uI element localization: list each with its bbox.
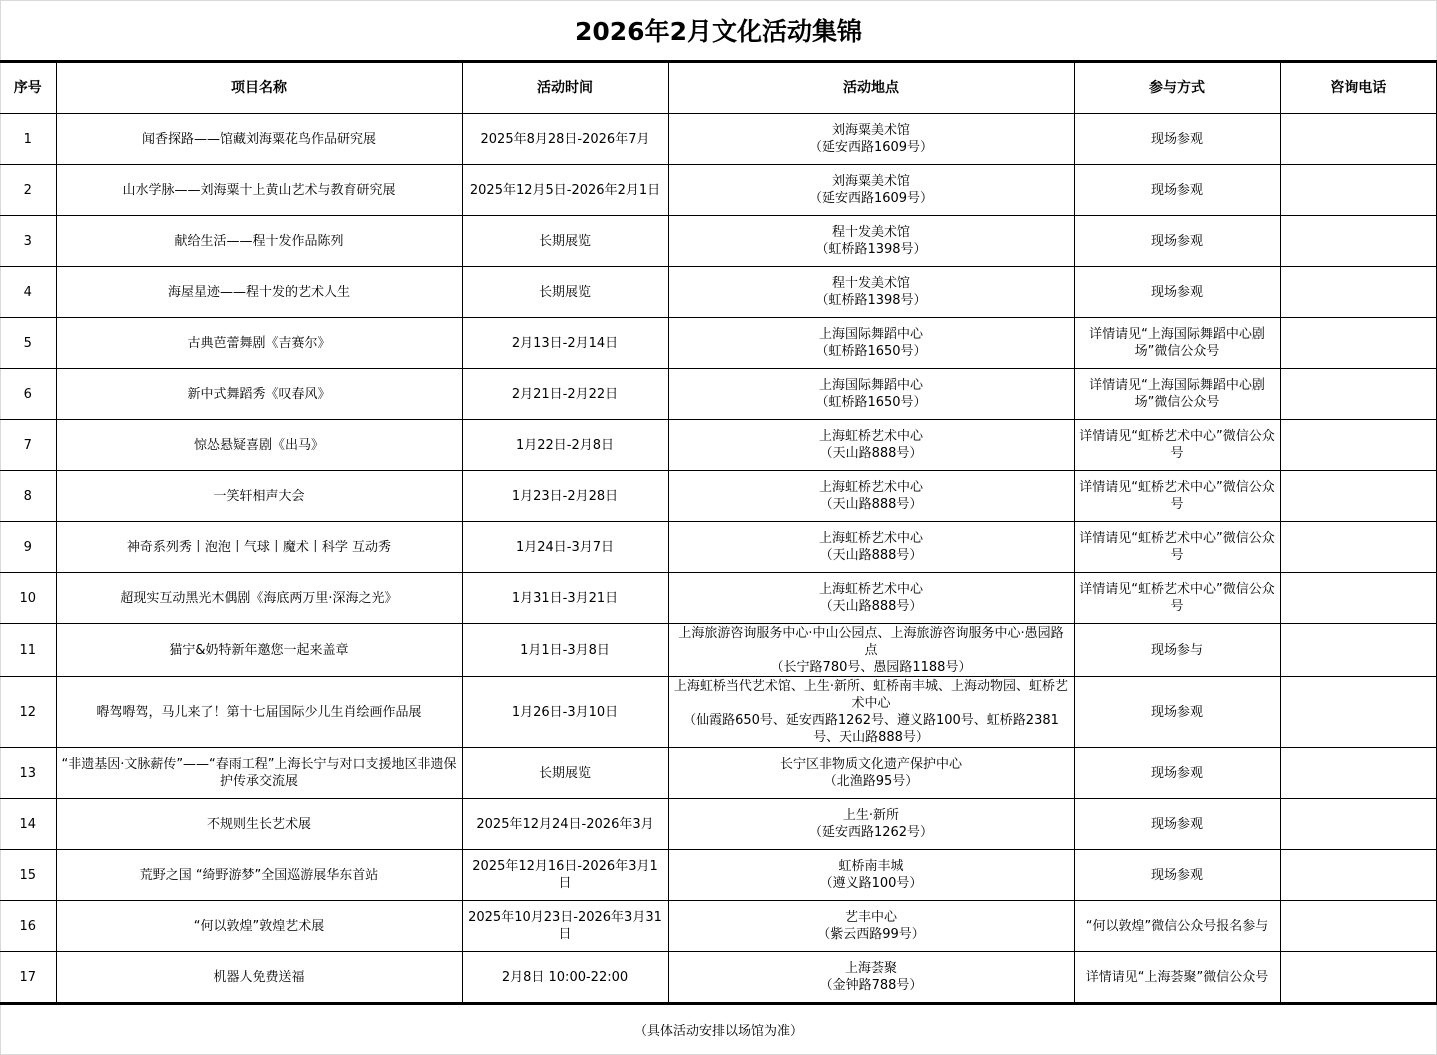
cell-time: 长期展览 xyxy=(462,748,668,799)
cell-name: 海屋星迹——程十发的艺术人生 xyxy=(56,267,462,318)
cell-phone xyxy=(1280,114,1437,165)
venue-address: （延安西路1609号） xyxy=(808,191,934,206)
cell-name: 荒野之国 “绮野游梦”全国巡游展华东首站 xyxy=(56,850,462,901)
cell-no: 2 xyxy=(0,165,56,216)
table-row xyxy=(0,267,1437,318)
cell-method: 现场参观 xyxy=(1074,677,1280,748)
venue-address: （仙霞路650号、延安西路1262号、遵义路100号、虹桥路2381号、天山路888号） xyxy=(683,713,1059,745)
table-row xyxy=(0,114,1437,165)
cell-time: 长期展览 xyxy=(462,267,668,318)
cell-method: 现场参与 xyxy=(1074,624,1280,677)
cell-time: 2月8日 10:00-22:00 xyxy=(462,952,668,1004)
column-header-name: 项目名称 xyxy=(56,62,462,114)
cell-time: 1月23日-2月28日 xyxy=(462,471,668,522)
table-row xyxy=(0,573,1437,624)
venue-name: 程十发美术馆 xyxy=(831,225,910,240)
venue-address: （虹桥路1650号） xyxy=(815,395,927,410)
cell-name: 闻香探路——馆藏刘海粟花鸟作品研究展 xyxy=(56,114,462,165)
cell-phone xyxy=(1280,420,1437,471)
table-row xyxy=(0,624,1437,677)
cell-phone xyxy=(1280,165,1437,216)
venue-name: 上海国际舞蹈中心 xyxy=(818,378,923,393)
cell-method: 现场参观 xyxy=(1074,850,1280,901)
cell-no: 16 xyxy=(0,901,56,952)
cell-method: 详情请见“虹桥艺术中心”微信公众号 xyxy=(1074,573,1280,624)
cell-phone xyxy=(1280,624,1437,677)
cell-time: 1月26日-3月10日 xyxy=(462,677,668,748)
column-header-phone: 咨询电话 xyxy=(1280,62,1437,114)
cell-phone xyxy=(1280,952,1437,1004)
cell-venue xyxy=(668,114,1074,165)
cell-venue xyxy=(668,522,1074,573)
cell-phone xyxy=(1280,901,1437,952)
cell-method: 详情请见“上海国际舞蹈中心剧场”微信公众号 xyxy=(1074,318,1280,369)
cell-name: 新中式舞蹈秀《叹春风》 xyxy=(56,369,462,420)
cell-name: 机器人免费送福 xyxy=(56,952,462,1004)
cell-venue xyxy=(668,799,1074,850)
venue-address: （虹桥路1398号） xyxy=(815,242,927,257)
cell-name: “何以敦煌”敦煌艺术展 xyxy=(56,901,462,952)
cell-name: 超现实互动黑光木偶剧《海底两万里·深海之光》 xyxy=(56,573,462,624)
cell-no: 8 xyxy=(0,471,56,522)
table-row xyxy=(0,318,1437,369)
cell-method: “何以敦煌”微信公众号报名参与 xyxy=(1074,901,1280,952)
column-header-time: 活动时间 xyxy=(462,62,668,114)
cell-venue xyxy=(668,471,1074,522)
table-row xyxy=(0,471,1437,522)
cell-name: 古典芭蕾舞剧《吉赛尔》 xyxy=(56,318,462,369)
cell-name: 猫宁&奶特新年邀您一起来盖章 xyxy=(56,624,462,677)
cell-no: 3 xyxy=(0,216,56,267)
venue-name: 上海虹桥艺术中心 xyxy=(818,429,923,444)
cell-no: 1 xyxy=(0,114,56,165)
venue-address: （天山路888号） xyxy=(819,599,923,614)
venue-name: 长宁区非物质文化遗产保护中心 xyxy=(779,757,962,772)
cell-time: 1月1日-3月8日 xyxy=(462,624,668,677)
column-header-no: 序号 xyxy=(0,62,56,114)
cell-phone xyxy=(1280,267,1437,318)
cell-phone xyxy=(1280,522,1437,573)
cell-time: 2025年12月16日-2026年3月1日 xyxy=(462,850,668,901)
cell-time: 1月31日-3月21日 xyxy=(462,573,668,624)
cell-no: 15 xyxy=(0,850,56,901)
cell-no: 11 xyxy=(0,624,56,677)
venue-address: （虹桥路1398号） xyxy=(815,293,927,308)
venue-address: （天山路888号） xyxy=(819,446,923,461)
cell-no: 14 xyxy=(0,799,56,850)
cell-no: 6 xyxy=(0,369,56,420)
cell-time: 2月13日-2月14日 xyxy=(462,318,668,369)
footer-note: （具体活动安排以场馆为准） xyxy=(633,1023,803,1039)
cell-name: 惊怂悬疑喜剧《出马》 xyxy=(56,420,462,471)
cell-phone xyxy=(1280,318,1437,369)
activities-table xyxy=(0,60,1437,1005)
table-row xyxy=(0,165,1437,216)
cell-venue xyxy=(668,624,1074,677)
cell-venue xyxy=(668,677,1074,748)
page-title: 2026年2月文化活动集锦 xyxy=(575,17,862,46)
cell-method: 详情请见“上海荟聚”微信公众号 xyxy=(1074,952,1280,1004)
cell-no: 17 xyxy=(0,952,56,1004)
cell-method: 详情请见“虹桥艺术中心”微信公众号 xyxy=(1074,420,1280,471)
cell-method: 现场参观 xyxy=(1074,165,1280,216)
venue-address: （延安西路1609号） xyxy=(808,140,934,155)
cell-phone xyxy=(1280,369,1437,420)
cell-time: 2025年12月24日-2026年3月 xyxy=(462,799,668,850)
venue-name: 上生·新所 xyxy=(842,808,900,823)
venue-name: 上海虹桥艺术中心 xyxy=(818,480,923,495)
cell-venue xyxy=(668,267,1074,318)
cell-name: 一笑轩相声大会 xyxy=(56,471,462,522)
table-row xyxy=(0,369,1437,420)
cell-no: 4 xyxy=(0,267,56,318)
cell-phone xyxy=(1280,471,1437,522)
venue-name: 刘海粟美术馆 xyxy=(831,174,910,189)
cell-phone xyxy=(1280,573,1437,624)
venue-address: （金钟路788号） xyxy=(819,978,923,993)
table-row xyxy=(0,677,1437,748)
table-row xyxy=(0,522,1437,573)
table-row xyxy=(0,850,1437,901)
table-row xyxy=(0,799,1437,850)
venue-address: （延安西路1262号） xyxy=(808,825,934,840)
table-row xyxy=(0,748,1437,799)
venue-name: 上海国际舞蹈中心 xyxy=(818,327,923,342)
cell-name: “非遗基因·文脉薪传”——“春雨工程”上海长宁与对口支援地区非遗保护传承交流展 xyxy=(56,748,462,799)
column-header-venue: 活动地点 xyxy=(668,62,1074,114)
venue-name: 上海虹桥艺术中心 xyxy=(818,582,923,597)
cell-phone xyxy=(1280,748,1437,799)
venue-name: 上海虹桥艺术中心 xyxy=(818,531,923,546)
cell-venue xyxy=(668,748,1074,799)
venue-address: （天山路888号） xyxy=(819,497,923,512)
cell-venue xyxy=(668,369,1074,420)
venue-address: （长宁路780号、愚园路1188号） xyxy=(770,659,972,675)
table-row xyxy=(0,901,1437,952)
cell-venue xyxy=(668,850,1074,901)
cell-venue xyxy=(668,573,1074,624)
table-header-row xyxy=(0,62,1437,114)
cell-venue xyxy=(668,216,1074,267)
cell-method: 详情请见“虹桥艺术中心”微信公众号 xyxy=(1074,522,1280,573)
cell-time: 1月22日-2月8日 xyxy=(462,420,668,471)
cell-time: 2025年12月5日-2026年2月1日 xyxy=(462,165,668,216)
table-row xyxy=(0,420,1437,471)
table-row xyxy=(0,216,1437,267)
venue-name: 上海荟聚 xyxy=(844,961,897,976)
cell-phone xyxy=(1280,216,1437,267)
table-body xyxy=(0,114,1437,1004)
cell-time: 长期展览 xyxy=(462,216,668,267)
cell-time: 2025年8月28日-2026年7月 xyxy=(462,114,668,165)
cell-phone xyxy=(1280,677,1437,748)
venue-address: （遵义路100号） xyxy=(819,876,923,891)
venue-name: 上海旅游咨询服务中心·中山公园点、上海旅游咨询服务中心·愚园路点 xyxy=(678,625,1064,658)
cell-no: 5 xyxy=(0,318,56,369)
cell-venue xyxy=(668,952,1074,1004)
cell-name: 山水学脉——刘海粟十上黄山艺术与教育研究展 xyxy=(56,165,462,216)
cell-no: 9 xyxy=(0,522,56,573)
cell-name: 神奇系列秀丨泡泡丨气球丨魔术丨科学 互动秀 xyxy=(56,522,462,573)
cell-venue xyxy=(668,420,1074,471)
table-row xyxy=(0,952,1437,1004)
cell-method: 现场参观 xyxy=(1074,114,1280,165)
cell-phone xyxy=(1280,799,1437,850)
cell-venue xyxy=(668,165,1074,216)
cell-time: 2月21日-2月22日 xyxy=(462,369,668,420)
cell-venue xyxy=(668,901,1074,952)
cell-method: 详情请见“虹桥艺术中心”微信公众号 xyxy=(1074,471,1280,522)
venue-address: （天山路888号） xyxy=(819,548,923,563)
cell-no: 13 xyxy=(0,748,56,799)
cell-no: 10 xyxy=(0,573,56,624)
venue-name: 虹桥南丰城 xyxy=(838,859,904,874)
cell-method: 现场参观 xyxy=(1074,216,1280,267)
cell-time: 1月24日-3月7日 xyxy=(462,522,668,573)
cell-no: 12 xyxy=(0,677,56,748)
cell-method: 现场参观 xyxy=(1074,799,1280,850)
cell-venue xyxy=(668,318,1074,369)
column-header-method: 参与方式 xyxy=(1074,62,1280,114)
venue-address: （紫云西路99号） xyxy=(817,927,925,942)
cell-name: 嘚驾嘚驾，马儿来了！第十七届国际少儿生肖绘画作品展 xyxy=(56,677,462,748)
cell-method: 现场参观 xyxy=(1074,748,1280,799)
cell-time: 2025年10月23日-2026年3月31日 xyxy=(462,901,668,952)
cell-no: 7 xyxy=(0,420,56,471)
cell-phone xyxy=(1280,850,1437,901)
venue-name: 艺丰中心 xyxy=(844,910,897,925)
venue-name: 上海虹桥当代艺术馆、上生·新所、虹桥南丰城、上海动物园、虹桥艺术中心 xyxy=(673,679,1069,711)
venue-address: （虹桥路1650号） xyxy=(815,344,927,359)
cell-method: 现场参观 xyxy=(1074,267,1280,318)
venue-address: （北渔路95号） xyxy=(823,774,919,789)
venue-name: 刘海粟美术馆 xyxy=(831,123,910,138)
cell-method: 详情请见“上海国际舞蹈中心剧场”微信公众号 xyxy=(1074,369,1280,420)
cell-name: 不规则生长艺术展 xyxy=(56,799,462,850)
venue-name: 程十发美术馆 xyxy=(831,276,910,291)
cell-name: 献给生活——程十发作品陈列 xyxy=(56,216,462,267)
